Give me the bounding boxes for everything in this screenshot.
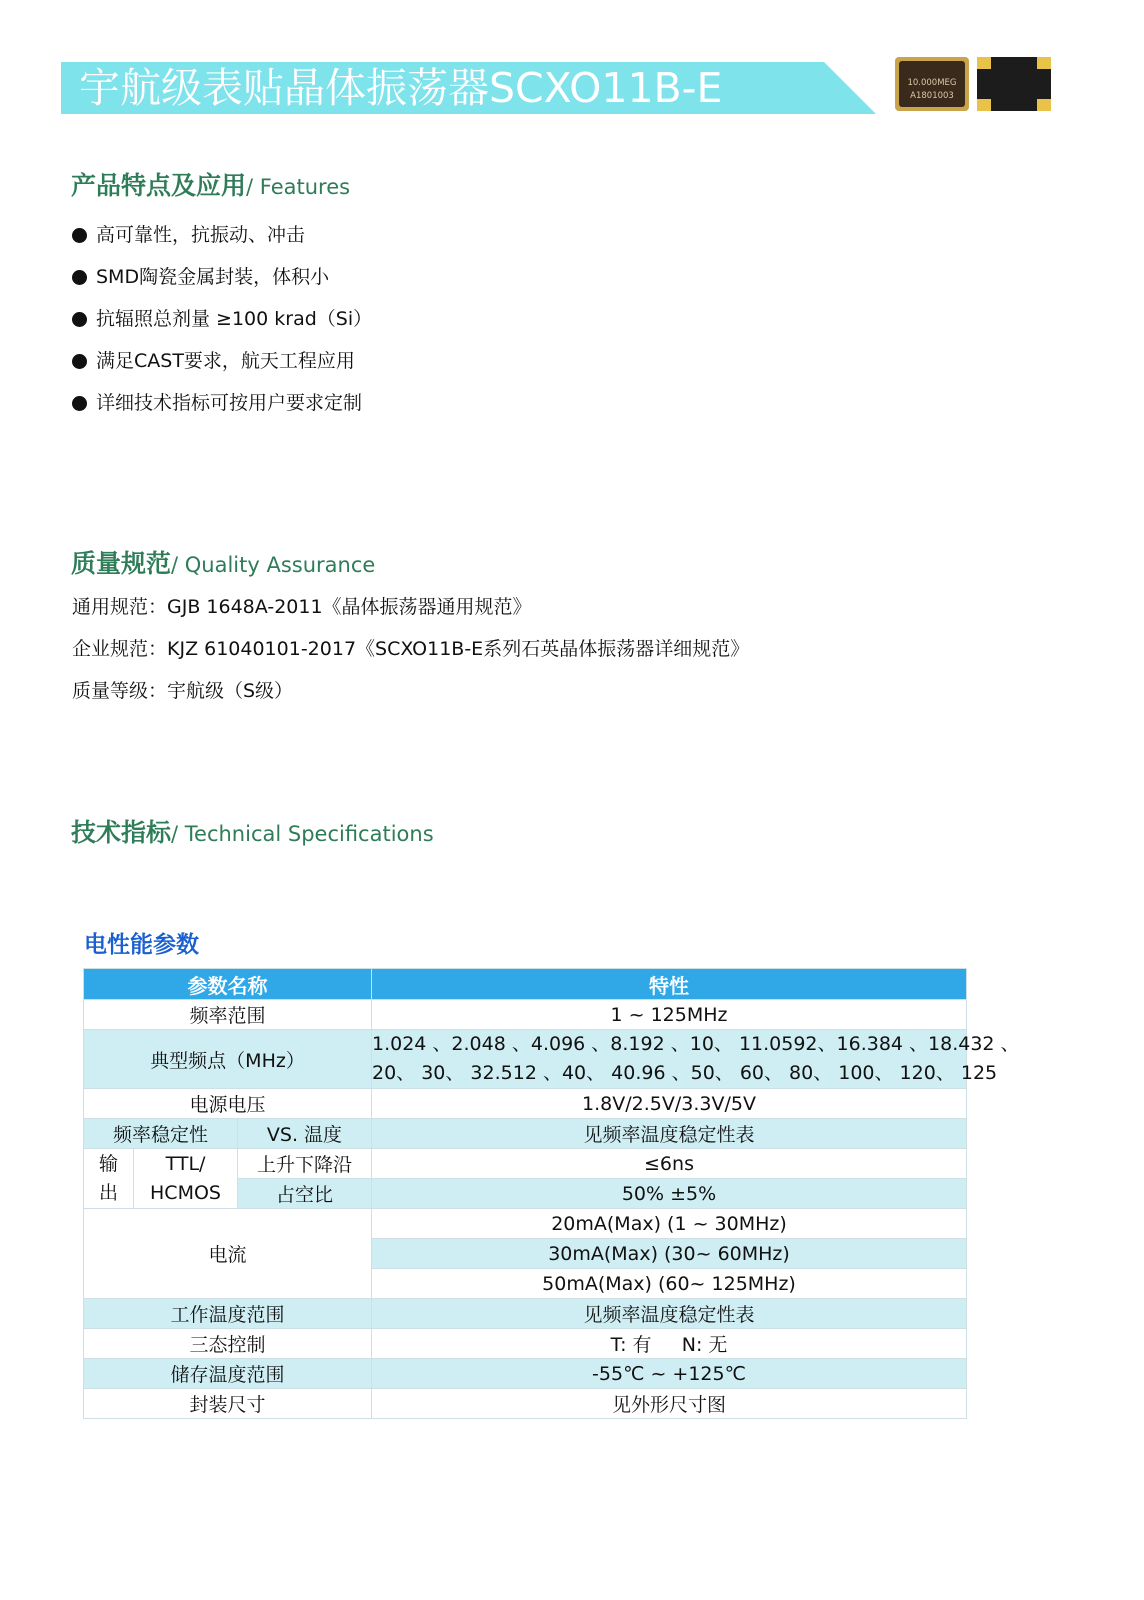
features-list: [72, 214, 372, 424]
table-row: 电流 20mA(Max) (1 ~ 30MHz): [84, 1209, 967, 1239]
table-row: 频率稳定性 VS. 温度 见频率温度稳定性表: [84, 1119, 967, 1149]
quality-enterprise-spec: 企业规范：KJZ 61040101-2017《SCXO11B-E系列石英晶体振荡器详细规范》: [72, 638, 750, 660]
features-heading-cn: 产品特点及应用: [71, 171, 247, 200]
table-row: 典型频点（MHz） 1.024 、2.048 、4.096 、8.192 、10、 11.0592、16.384 、18.432 、 20、 30、 32.512 、40、 40.96 、50、 60、 80、 100、 120、 125: [84, 1030, 967, 1089]
bullet-icon: [72, 228, 87, 243]
header-param: 参数名称: [84, 969, 372, 1000]
table-row: 电源电压 1.8V/2.5V/3.3V/5V: [84, 1089, 967, 1119]
list-item: SMD陶瓷金属封装，体积小: [72, 256, 372, 298]
tech-heading-cn: 技术指标: [71, 818, 172, 847]
quality-heading-en: / Quality Assurance: [171, 553, 376, 577]
bullet-icon: [72, 312, 87, 327]
quality-general-spec: 通用规范：GJB 1648A-2011《晶体振荡器通用规范》: [72, 596, 532, 618]
list-item: 抗辐照总剂量 ≥100 krad（Si）: [72, 298, 372, 340]
page-title: 宇航级表贴晶体振荡器SCXO11B-E: [79, 64, 723, 112]
quality-grade: 质量等级：宇航级（S级）: [72, 680, 294, 702]
list-item: 详细技术指标可按用户要求定制: [72, 382, 372, 424]
table-row: 50mA(Max) (60~ 125MHz): [84, 1269, 967, 1299]
bullet-icon: [72, 396, 87, 411]
table-row: 三态控制 T: 有 N: 无: [84, 1329, 967, 1359]
svg-text:10.000MEG: 10.000MEG: [907, 78, 957, 88]
features-heading: [71, 166, 350, 202]
features-heading-en: / Features: [246, 175, 351, 199]
table-header-row: [84, 969, 967, 1000]
quality-heading-cn: 质量规范: [71, 549, 172, 578]
electrical-spec-table: [83, 968, 1020, 1419]
product-chip-image: [893, 55, 1058, 115]
electrical-title: 电性能参数: [84, 932, 199, 958]
svg-text:A1801003: A1801003: [910, 91, 954, 101]
title-banner: [61, 62, 876, 114]
table-row: 30mA(Max) (30~ 60MHz): [84, 1239, 967, 1269]
bullet-icon: [72, 270, 87, 285]
table-row: 输 出 TTL/ HCMOS 上升下降沿 ≤6ns: [84, 1149, 967, 1179]
table-row: 占空比 50% ±5%: [84, 1179, 967, 1209]
table-row: 封装尺寸 见外形尺寸图: [84, 1389, 967, 1419]
table-row: 储存温度范围 -55℃ ~ +125℃: [84, 1359, 967, 1389]
table-row: 频率范围 1 ~ 125MHz: [84, 1000, 967, 1030]
list-item: 高可靠性，抗振动、冲击: [72, 214, 372, 256]
table-row: 工作温度范围 见频率温度稳定性表: [84, 1299, 967, 1329]
bullet-icon: [72, 354, 87, 369]
quality-lines: [72, 592, 749, 718]
list-item: 满足CAST要求，航天工程应用: [72, 340, 372, 382]
tech-heading: [71, 813, 434, 849]
quality-heading: [71, 544, 375, 580]
header-value: 特性: [372, 969, 967, 1000]
tech-heading-en: / Technical Specifications: [171, 822, 434, 846]
